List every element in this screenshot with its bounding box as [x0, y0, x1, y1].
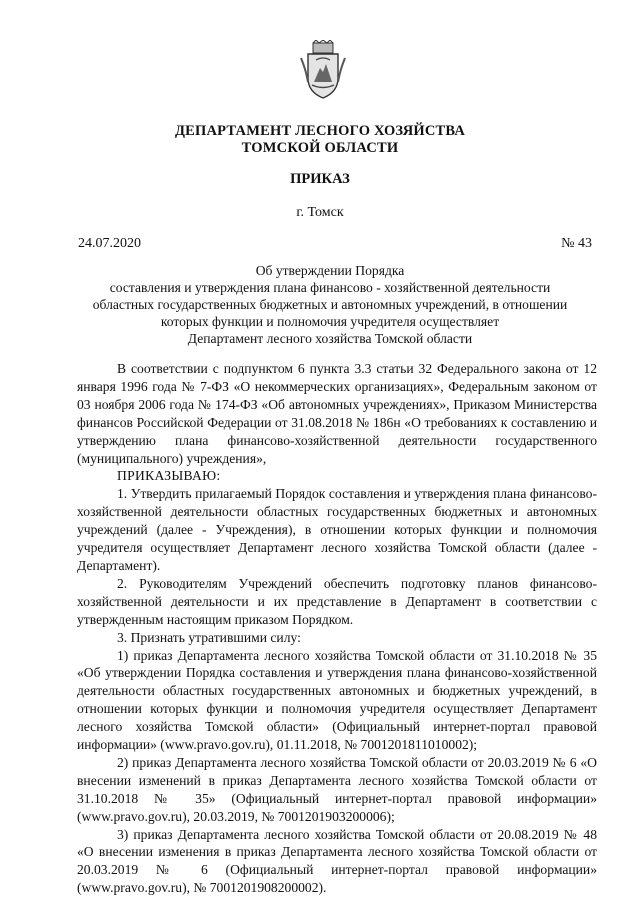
paragraph-1: 1. Утвердить прилагаемый Порядок составления и утверждения плана финансово-хозяйственной деятельности областных государственных бюджетных и автономных учреждений (далее - Учреждения), в отношении которых функции и полномочия учредителя осуществляет Департамент лесного хозяйства Томской области (далее - Департамент).	[77, 486, 597, 573]
document-date: 24.07.2020	[78, 236, 141, 251]
org-name-line1: ДЕПАРТАМЕНТ ЛЕСНОГО ХОЗЯЙСТВА	[174, 123, 466, 139]
preamble-paragraph: В соответствии с подпунктом 6 пункта 3.3 статьи 32 Федерального закона от 12 января 1996 года № 7-ФЗ «О некоммерческих организациях», Федеральным законом от 03 ноября 2006 года № 174-ФЗ «Об автономных учреждениях», Приказом Министерства финансов Российской Федерации от 31.08.2018 № 186н «О требованиях к составлению и утверждению плана финансово-хозяйственной деятельности государственного (муниципального) учреждения»,	[77, 361, 597, 466]
paragraph-3: 3. Признать утратившими силу:	[117, 629, 301, 645]
title-line: Об утверждении Порядка	[255, 263, 405, 278]
title-line: которых функции и полномочия учредителя осуществляет	[160, 314, 500, 329]
coat-of-arms-icon	[300, 40, 346, 100]
document-type: ПРИКАЗ	[290, 171, 350, 187]
paragraph-3-item-2: 2) приказ Департамента лесного хозяйства Томской области от 20.03.2019 № 6 «О внесении изменений в приказ Департамента лесного хозяйства Томской области от 31.10.2018 № 35» (Официальный интернет-портал правовой информации» (www.pravo.gov.ru), 20.03.2019, № 7001201903200006);	[77, 754, 597, 824]
paragraph-3-item-3: 3) приказ Департамента лесного хозяйства Томской области от 20.08.2019 № 48 «О внесении изменения в приказ Департамента лесного хозяйства Томской области от 20.03.2019 № 6 (Официальный интернет-портал правовой информации» (www.pravo.gov.ru), № 7001201908200002).	[77, 826, 597, 896]
document-title	[70, 262, 590, 347]
title-line: областных государственных бюджетных и автономных учреждений, в отношении	[92, 297, 568, 312]
decree-word: ПРИКАЗЫВАЮ:	[117, 468, 221, 484]
org-name-line2: ТОМСКОЙ ОБЛАСТИ	[241, 140, 399, 156]
document-number: № 43	[561, 236, 592, 251]
title-line: Департамент лесного хозяйства Томской области	[187, 331, 473, 346]
paragraph-3-item-1: 1) приказ Департамента лесного хозяйства Томской области от 31.10.2018 № 35 «Об утверждении Порядка составления и утверждения плана финансово-хозяйственной деятельности областных государственных автономных и бюджетных учреждений, в отношении которых функции и полномочия учредителя осуществляет Департамент лесного хозяйства Томской области» (Официальный интернет-портал правовой информации» (www.pravo.gov.ru), 01.11.2018, № 7001201811010002);	[77, 647, 597, 753]
title-line: составления и утверждения плана финансово - хозяйственной деятельности	[109, 280, 551, 295]
paragraph-2: 2. Руководителям Учреждений обеспечить подготовку планов финансово-хозяйственной деятельности и их представление в Департамент в соответствии с утвержденным настоящим приказом Порядком.	[77, 575, 597, 627]
city: г. Томск	[296, 205, 344, 220]
document-body	[77, 360, 597, 897]
